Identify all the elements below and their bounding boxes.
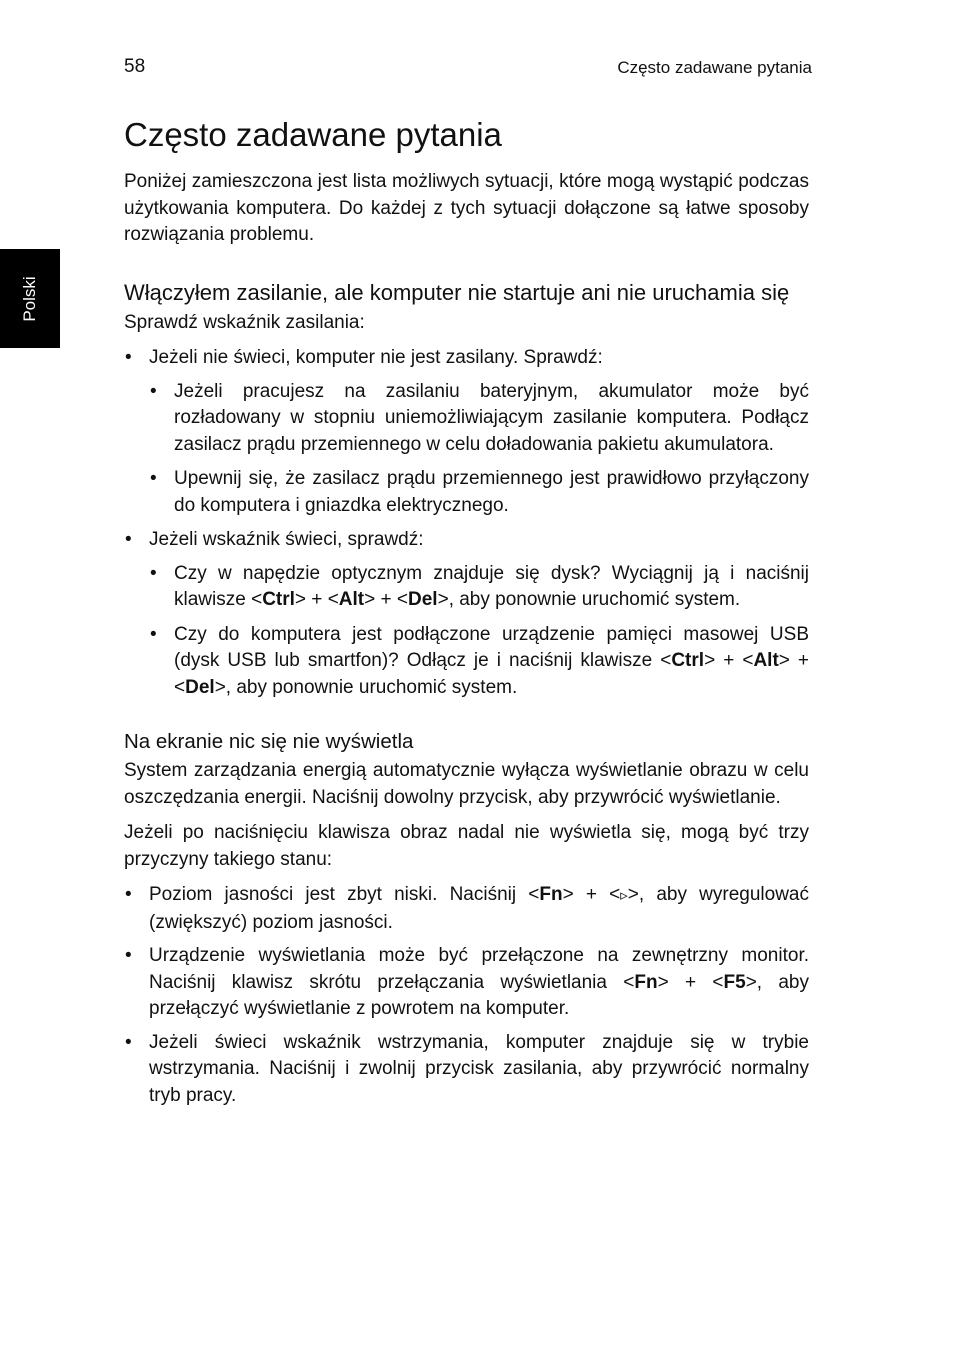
key-alt: Alt bbox=[753, 650, 779, 671]
display-paragraph-2: Jeżeli po naciśnięciu klawisza obraz nadal nie wyświetla się, mogą być trzy przyczyny takiego stanu: bbox=[124, 822, 809, 870]
key-ctrl: Ctrl bbox=[262, 589, 295, 610]
key-alt: Alt bbox=[338, 589, 365, 610]
display-cause-list bbox=[124, 882, 809, 1109]
list-item bbox=[124, 527, 809, 701]
language-tab-label: Polski bbox=[20, 276, 39, 322]
key-f5: F5 bbox=[723, 971, 746, 993]
sub-list bbox=[149, 379, 809, 520]
page-content bbox=[124, 114, 809, 1116]
sub-list-item: • Jeżeli pracujesz na zasilaniu bateryjnym, akumulator może być rozładowany w stopniu uniemożliwiającym zasilanie komputera. Podłącz zasilacz prądu przemiennego w celu doładowania pakietu akumulatora. bbox=[149, 379, 809, 459]
key-del: Del bbox=[408, 589, 438, 610]
sub-list-item: • Czy w napędzie optycznym znajduje się dysk? Wyciągnij ją i naciśnij klawisze <Ctrl> + <Alt> + <Del>, aby ponownie uruchomić system. bbox=[149, 561, 809, 614]
sub-list bbox=[149, 561, 809, 702]
page-title: Często zadawane pytania bbox=[124, 116, 502, 153]
sub-list-item: • Czy do komputera jest podłączone urządzenie pamięci masowej USB (dysk USB lub smartfon)? Odłącz je i naciśnij klawisze <Ctrl> + <Alt> + <Del>, aby ponownie uruchomić system. bbox=[149, 622, 809, 702]
display-paragraph-1: System zarządzania energią automatycznie wyłącza wyświetlanie obrazu w celu oszczędzania energii. Naciśnij dowolny przycisk, aby przywrócić wyświetlanie. bbox=[124, 760, 809, 808]
brightness-up-icon: ▹ bbox=[620, 887, 628, 904]
list-item bbox=[124, 345, 809, 519]
key-fn: Fn bbox=[539, 884, 563, 905]
sub-list-item: • Upewnij się, że zasilacz prądu przemiennego jest prawidłowo przyłączony do komputera i gniazdka elektrycznego. bbox=[149, 466, 809, 519]
running-title: Często zadawane pytania bbox=[617, 58, 812, 77]
key-ctrl: Ctrl bbox=[671, 650, 705, 671]
list-item-text: Jeżeli wskaźnik świeci, sprawdź: bbox=[149, 529, 424, 550]
list-item: • Jeżeli świeci wskaźnik wstrzymania, komputer znajduje się w trybie wstrzymania. Naciśnij i zwolnij przycisk zasilania, aby przywrócić normalny tryb pracy. bbox=[124, 1030, 809, 1110]
section-heading-display: Na ekranie nic się nie wyświetla bbox=[124, 730, 414, 753]
key-del: Del bbox=[185, 676, 215, 698]
list-item-text: Jeżeli nie świeci, komputer nie jest zasilany. Sprawdź: bbox=[149, 347, 603, 368]
key-fn: Fn bbox=[634, 971, 658, 993]
list-item: • Poziom jasności jest zbyt niski. Naciśnij <Fn> + <▹>, aby wyregulować (zwiększyć) poziom jasności. bbox=[124, 882, 809, 936]
section-lead: Sprawdź wskaźnik zasilania: bbox=[124, 311, 365, 333]
intro-paragraph: Poniżej zamieszczona jest lista możliwych sytuacji, które mogą wystąpić podczas użytkowania komputera. Do każdej z tych sytuacji dołączone są łatwe sposoby rozwiązania problemu. bbox=[124, 171, 809, 245]
list-item: • Urządzenie wyświetlania może być przełączone na zewnętrzny monitor. Naciśnij klawisz skrótu przełączania wyświetlania <Fn> + <F5>, aby przełączyć wyświetlanie z powrotem na komputer. bbox=[124, 943, 809, 1023]
page-number: 58 bbox=[124, 56, 146, 77]
language-tab bbox=[0, 249, 60, 348]
power-check-list bbox=[124, 345, 809, 701]
section-heading-power: Włączyłem zasilanie, ale komputer nie startuje ani nie uruchamia się bbox=[124, 279, 790, 305]
